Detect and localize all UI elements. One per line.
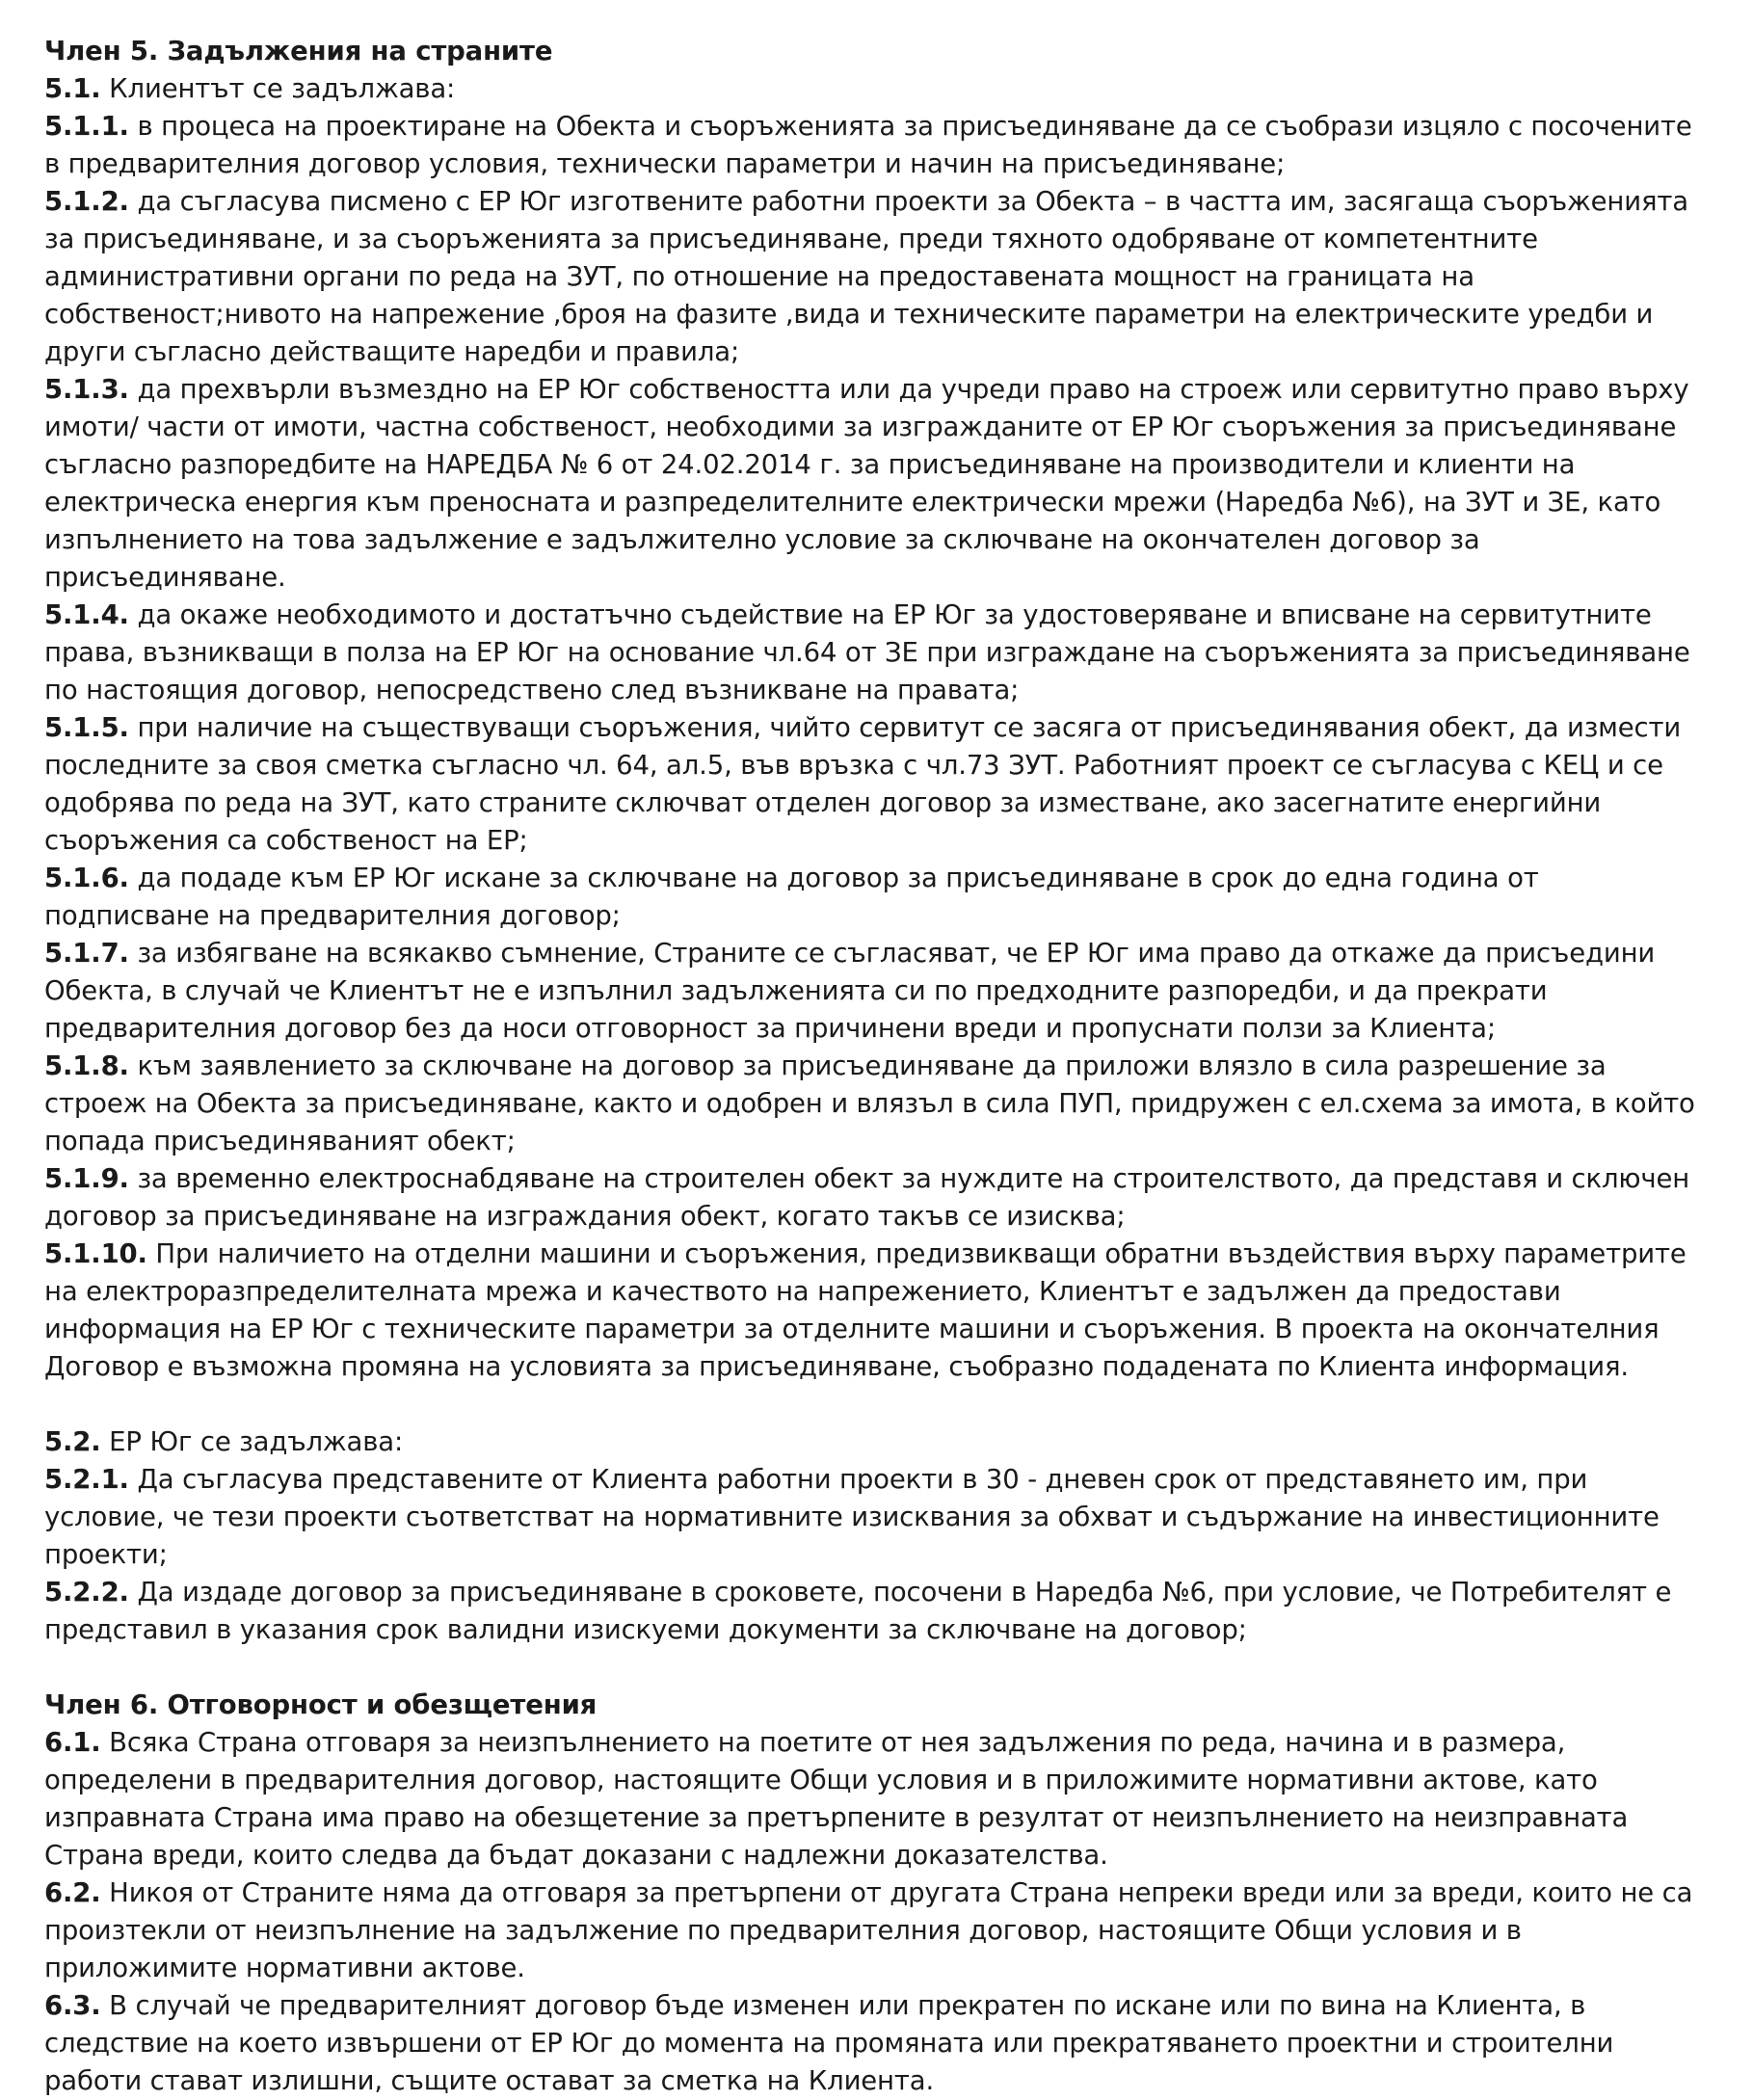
- article-5-title: Член 5. Задължения на страните: [44, 36, 553, 66]
- clause-number: 5.2.1.: [44, 1464, 129, 1495]
- clause-text: за временно електроснабдяване на строителен обект за нуждите на строителството, да представя и сключен договор за присъединяване на изграждания обект, когато такъв се изисква;: [44, 1163, 1690, 1232]
- clause-5-1-7: [44, 935, 1712, 1048]
- clause-text: Никоя от Страните няма да отговаря за претърпени от другата Страна непреки вреди или за вреди, които не са произтекли от неизпълнение на задължение по предварителния договор, настоящите Общи условия и в приложимите нормативни актове.: [44, 1877, 1693, 1983]
- clause-number: 5.1.2.: [44, 186, 129, 217]
- clause-6-2: [44, 1874, 1712, 1987]
- article-6-title: Член 6. Отговорност и обезщетения: [44, 1689, 598, 1720]
- clause-text: Да издаде договор за присъединяване в сроковете, посочени в Наредба №6, при условие, че Потребителят е представил в указания срок валидни изискуеми документи за сключване на договор;: [44, 1577, 1672, 1645]
- clause-5-1: [44, 70, 1712, 108]
- clause-number: 5.1.1.: [44, 111, 129, 142]
- clause-5-2-2: [44, 1574, 1712, 1649]
- document-page: [44, 33, 1712, 2100]
- article-5: [44, 33, 1712, 1649]
- clause-text: в процеса на проектиране на Обекта и съоръженията за присъединяване да се съобрази изцяло с посочените в предварителния договор условия, технически параметри и начин на присъединяване;: [44, 111, 1692, 179]
- clause-number: 6.2.: [44, 1877, 101, 1908]
- clause-5-1-3: [44, 371, 1712, 597]
- section-5-2: [44, 1423, 1712, 1649]
- clause-text: Да съгласува представените от Клиента работни проекти в 30 - дневен срок от представянето им, при условие, че тези проекти съответстват на нормативните изисквания за обхват и съдържание на инвестиционните проекти;: [44, 1464, 1660, 1570]
- clause-5-2: [44, 1423, 1712, 1461]
- clause-number: 5.1.: [44, 73, 101, 104]
- clause-text: при наличие на съществуващи съоръжения, чийто сервитут се засяга от присъединявания обект, да измести последните за своя сметка съгласно чл. 64, ал.5, във връзка с чл.73 ЗУТ. Работният проект се съгласува с КЕЦ и се одобрява по реда на ЗУТ, като страните сключват отделен договор за изместване, ако засегнатите енергийни съоръжения са собственост на ЕР;: [44, 712, 1682, 856]
- clause-text: към заявлението за сключване на договор за присъединяване да приложи влязло в сила разрешение за строеж на Обекта за присъединяване, както и одобрен и влязъл в сила ПУП, придружен с ел.схема за имота, в който попада присъединяваният обект;: [44, 1050, 1695, 1156]
- clause-number: 5.1.8.: [44, 1050, 129, 1081]
- clause-5-1-4: [44, 597, 1712, 709]
- clause-number: 5.1.10.: [44, 1238, 147, 1269]
- clause-number: 5.1.7.: [44, 938, 129, 969]
- clause-text: ЕР Юг се задължава:: [100, 1426, 404, 1457]
- clause-number: 5.1.3.: [44, 374, 129, 405]
- clause-5-2-1: [44, 1461, 1712, 1574]
- clause-text: Клиентът се задължава:: [100, 73, 456, 104]
- clause-text: Всяка Страна отговаря за неизпълнението на поетите от нея задължения по реда, начина и в размера, определени в предварителния договор, настоящите Общи условия и в приложимите нормативни актове, като изправната Страна има право на обезщетение за претърпените в резултат от неизпълнението на неизправната Страна вреди, които следва да бъдат доказани с надлежни доказателства.: [44, 1727, 1629, 1871]
- clause-number: 5.1.6.: [44, 863, 129, 893]
- clause-5-1-8: [44, 1048, 1712, 1160]
- clause-5-1-1: [44, 108, 1712, 183]
- clause-text: да окаже необходимото и достатъчно съдействие на ЕР Юг за удостоверяване и вписване на сервитутните права, възникващи в полза на ЕР Юг на основание чл.64 от ЗЕ при изграждане на съоръженията за присъединяване по настоящия договор, непосредствено след възникване на правата;: [44, 599, 1690, 705]
- clause-number: 5.1.5.: [44, 712, 129, 743]
- clause-text: В случай че предварителният договор бъде изменен или прекратен по искане или по вина на Клиента, в следствие на което извършени от ЕР Юг до момента на промяната или прекратяването проектни и строителни работи стават излишни, същите остават за сметка на Клиента.: [44, 1990, 1614, 2096]
- clause-text: да съгласува писмено с ЕР Юг изготвените работни проекти за Обекта – в частта им, засягаща съоръженията за присъединяване, и за съоръженията за присъединяване, преди тяхното одобряване от компетентните административни органи по реда на ЗУТ, по отношение на предоставената мощност на границата на собственост;нивото на напрежение ,броя на фазите ,вида и техническите параметри на електрическите уредби и други съгласно действащите наредби и правила;: [44, 186, 1688, 367]
- clause-number: 6.1.: [44, 1727, 101, 1758]
- clause-6-1: [44, 1724, 1712, 1874]
- clause-5-1-9: [44, 1160, 1712, 1236]
- clause-number: 5.1.4.: [44, 599, 129, 630]
- clause-text: за избягване на всякакво съмнение, Страните се съгласяват, че ЕР Юг има право да откаже да присъедини Обекта, в случай че Клиентът не е изпълнил задълженията си по предходните разпоредби, и да прекрати предварителния договор без да носи отговорност за причинени вреди и пропуснати ползи за Клиента;: [44, 938, 1656, 1044]
- article-6: [44, 1687, 1712, 2100]
- clause-5-1-2: [44, 183, 1712, 371]
- clause-6-3: [44, 1987, 1712, 2100]
- clause-text: да прехвърли възмездно на ЕР Юг собствеността или да учреди право на строеж или сервитутно право върху имоти/ части от имоти, частна собственост, необходими за изгражданите от ЕР Юг съоръжения за присъединяване съгласно разпоредбите на НАРЕДБА № 6 от 24.02.2014 г. за присъединяване на производители и клиенти на електрическа енергия към преносната и разпределителните електрически мрежи (Наредба №6), на ЗУТ и ЗЕ, като изпълнението на това задължение е задължително условие за сключване на окончателен договор за присъединяване.: [44, 374, 1689, 593]
- clause-5-1-5: [44, 709, 1712, 860]
- clause-text: При наличието на отделни машини и съоръжения, предизвикващи обратни въздействия върху параметрите на електроразпределителната мрежа и качеството на напрежението, Клиентът е задължен да предостави информация на ЕР Юг с техническите параметри за отделните машини и съоръжения. В проекта на окончателния Договор е възможна промяна на условията за присъединяване, съобразно подадената по Клиента информация.: [44, 1238, 1687, 1382]
- clause-5-1-10: [44, 1236, 1712, 1386]
- clause-number: 6.3.: [44, 1990, 101, 2021]
- clause-5-1-6: [44, 860, 1712, 935]
- clause-number: 5.2.2.: [44, 1577, 129, 1608]
- clause-number: 5.2.: [44, 1426, 101, 1457]
- clause-text: да подаде към ЕР Юг искане за сключване на договор за присъединяване в срок до една година от подписване на предварителния договор;: [44, 863, 1539, 931]
- clause-number: 5.1.9.: [44, 1163, 129, 1194]
